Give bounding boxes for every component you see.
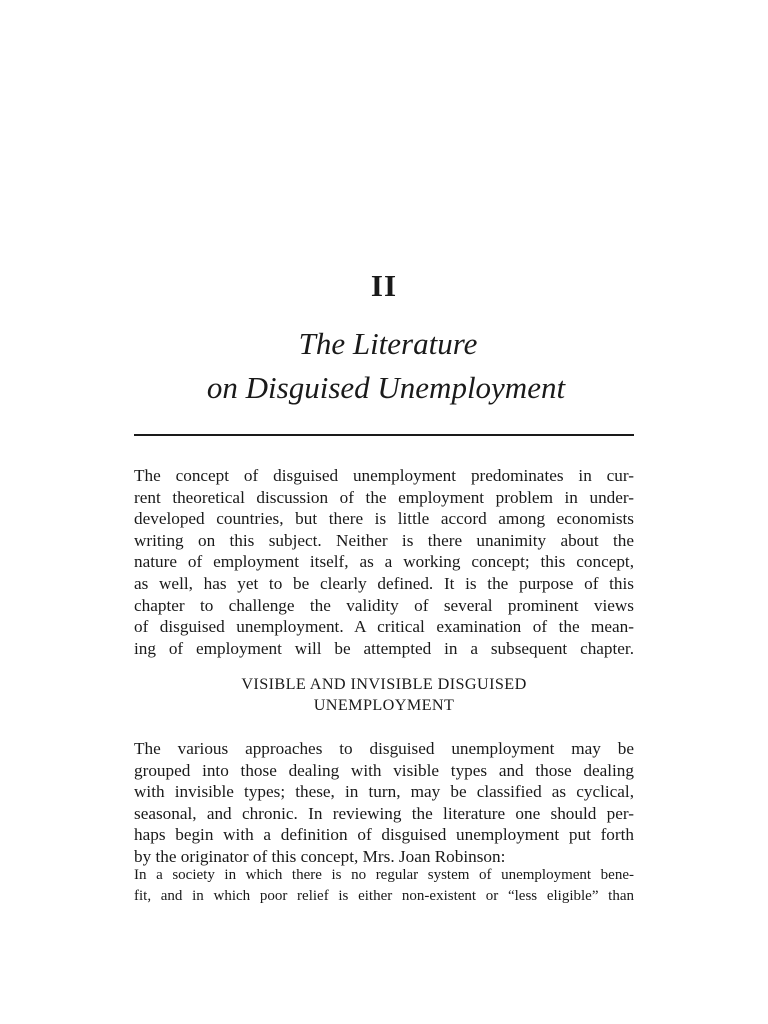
text-line: haps begin with a definition of disguised unemployment put forth [134, 825, 634, 845]
section-heading [134, 674, 634, 716]
quote-line: fit, and in which poor relief is either non-existent or “less eligible” than [134, 888, 634, 904]
paragraph-intro [134, 465, 634, 659]
text-line: developed countries, but there is little accord among economists [134, 509, 634, 529]
text-line: of disguised unemployment. A critical examination of the mean- [134, 617, 634, 637]
text-line: as well, has yet to be clearly defined. It is the purpose of this [134, 573, 634, 593]
text-line: The concept of disguised unemployment predominates in cur- [134, 466, 634, 485]
section-heading-line-1: VISIBLE AND INVISIBLE DISGUISED [241, 675, 527, 693]
chapter-title-line-2: on Disguised Unemployment [206, 370, 566, 405]
chapter-title-line-1: The Literature [298, 326, 478, 361]
chapter-title [0, 322, 768, 410]
text-line: ing of employment will be attempted in a subsequent chapter. [134, 638, 634, 658]
text-line: grouped into those dealing with visible types and those dealing [134, 760, 634, 780]
text-line: with invisible types; these, in turn, may be classified as cyclical, [134, 782, 634, 802]
text-line: rent theoretical discussion of the employment problem in under- [134, 487, 634, 507]
quote-line: In a society in which there is no regular system of unemployment bene- [134, 867, 634, 883]
section-heading-line-2: UNEMPLOYMENT [313, 696, 455, 714]
chapter-number: II [370, 268, 398, 303]
text-line: chapter to challenge the validity of several prominent views [134, 595, 634, 615]
text-line: writing on this subject. Neither is there unanimity about the [134, 530, 634, 550]
block-quote [134, 865, 634, 907]
title-divider [134, 434, 634, 436]
text-line: nature of employment itself, as a working concept; this concept, [134, 552, 634, 572]
text-line: The various approaches to disguised unemployment may be [134, 739, 634, 758]
text-line: by the originator of this concept, Mrs. Joan Robinson: [134, 846, 506, 866]
paragraph-approaches [134, 738, 634, 868]
text-line: seasonal, and chronic. In reviewing the literature one should per- [134, 803, 634, 823]
